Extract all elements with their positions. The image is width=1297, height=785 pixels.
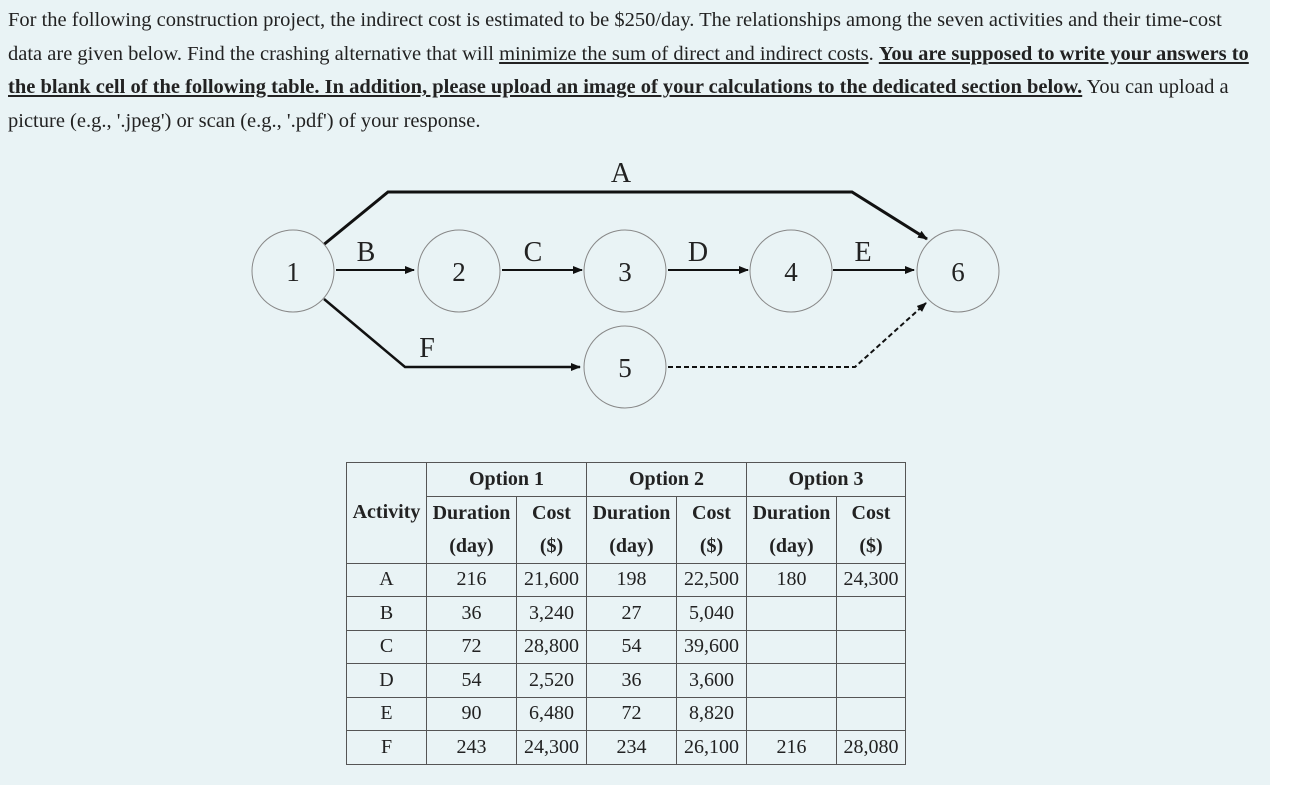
- header-blank: [347, 463, 427, 497]
- prompt-text: For the following construction project, the indirect cost is estimated to be $250/day. The relationships among the seven activities and their time-cost data are given below. Find the crashing alternative that will: [8, 9, 1222, 65]
- duration-cell: 216: [427, 563, 517, 597]
- node-6-label: 6: [951, 257, 965, 287]
- cost-cell: 3,600: [677, 664, 747, 698]
- duration-cell: 36: [427, 597, 517, 631]
- node-4: [750, 230, 832, 312]
- cost-cell: 6,480: [517, 697, 587, 731]
- blank-answer-cell[interactable]: [747, 630, 837, 664]
- activity-cell: A: [347, 563, 427, 597]
- activity-f-label: F: [419, 333, 435, 364]
- duration-cell: 216: [747, 731, 837, 765]
- cost-cell: 26,100: [677, 731, 747, 765]
- header-activity: Activity: [347, 496, 427, 530]
- duration-cell: 72: [587, 697, 677, 731]
- activity-c-label: C: [523, 237, 543, 268]
- activity-cell: D: [347, 664, 427, 698]
- blank-answer-cell[interactable]: [837, 597, 906, 631]
- node-2: [418, 230, 500, 312]
- cost-cell: 5,040: [677, 597, 747, 631]
- cost-cell: 28,080: [837, 731, 906, 765]
- duration-cell: 72: [427, 630, 517, 664]
- duration-cell: 54: [427, 664, 517, 698]
- header-option-2: Option 2: [587, 463, 747, 497]
- header-duration-1: Duration: [427, 496, 517, 530]
- table-row: [347, 697, 906, 731]
- activity-cell: E: [347, 697, 427, 731]
- node-2-label: 2: [452, 257, 466, 287]
- cost-cell: 28,800: [517, 630, 587, 664]
- duration-cell: 54: [587, 630, 677, 664]
- cost-cell: 39,600: [677, 630, 747, 664]
- activity-cell: F: [347, 731, 427, 765]
- table-row: [347, 630, 906, 664]
- dummy-arrow: [668, 303, 926, 367]
- header-activity-blank: [347, 530, 427, 564]
- node-5-label: 5: [618, 353, 632, 383]
- blank-answer-cell[interactable]: [747, 664, 837, 698]
- duration-cell: 180: [747, 563, 837, 597]
- header-cost-1: Cost: [517, 496, 587, 530]
- blank-answer-cell[interactable]: [837, 697, 906, 731]
- header-option-3: Option 3: [747, 463, 906, 497]
- activity-cell: C: [347, 630, 427, 664]
- duration-cell: 243: [427, 731, 517, 765]
- header-duration-3: Duration: [747, 496, 837, 530]
- cost-cell: 24,300: [517, 731, 587, 765]
- node-4-label: 4: [784, 257, 798, 287]
- cost-cell: 3,240: [517, 597, 587, 631]
- activity-cell: B: [347, 597, 427, 631]
- duration-cell: 234: [587, 731, 677, 765]
- table-row: [347, 563, 906, 597]
- prompt-underlined: minimize the sum of direct and indirect costs: [499, 42, 869, 65]
- header-cost-2: Cost: [677, 496, 747, 530]
- header-day-2: (day): [587, 530, 677, 564]
- activity-b-label: B: [356, 237, 376, 268]
- activity-e-label: E: [854, 237, 872, 268]
- header-dollar-2: ($): [677, 530, 747, 564]
- cost-cell: 22,500: [677, 563, 747, 597]
- header-dollar-3: ($): [837, 530, 906, 564]
- cost-cell: 8,820: [677, 697, 747, 731]
- duration-cell: 27: [587, 597, 677, 631]
- blank-answer-cell[interactable]: [837, 630, 906, 664]
- header-option-1: Option 1: [427, 463, 587, 497]
- prompt-instructions: You are supposed to write your answers to the blank cell of the following table. In addition, please upload an image of your calculations to the dedicated section below.: [8, 42, 1249, 99]
- time-cost-table: [346, 462, 906, 765]
- node-5: [584, 326, 666, 408]
- duration-cell: 198: [587, 563, 677, 597]
- table-row: [347, 731, 906, 765]
- header-day-3: (day): [747, 530, 837, 564]
- node-3: [584, 230, 666, 312]
- blank-answer-cell[interactable]: [747, 597, 837, 631]
- header-cost-3: Cost: [837, 496, 906, 530]
- prompt-text-2: .: [868, 42, 879, 65]
- prompt-upload-note: You can upload a picture (e.g., '.jpeg') or scan (e.g., '.pdf') of your response.: [8, 76, 1229, 132]
- cost-cell: 24,300: [837, 563, 906, 597]
- blank-answer-cell[interactable]: [747, 697, 837, 731]
- node-6: [917, 230, 999, 312]
- table-row: [347, 597, 906, 631]
- cost-cell: 21,600: [517, 563, 587, 597]
- header-day-1: (day): [427, 530, 517, 564]
- duration-cell: 90: [427, 697, 517, 731]
- node-1-label: 1: [286, 257, 300, 287]
- activity-d-label: D: [687, 237, 709, 268]
- blank-answer-cell[interactable]: [837, 664, 906, 698]
- header-dollar-1: ($): [517, 530, 587, 564]
- activity-a-label: A: [610, 158, 632, 189]
- header-duration-2: Duration: [587, 496, 677, 530]
- node-3-label: 3: [618, 257, 632, 287]
- table-row: [347, 664, 906, 698]
- node-1: [252, 230, 334, 312]
- duration-cell: 36: [587, 664, 677, 698]
- cost-cell: 2,520: [517, 664, 587, 698]
